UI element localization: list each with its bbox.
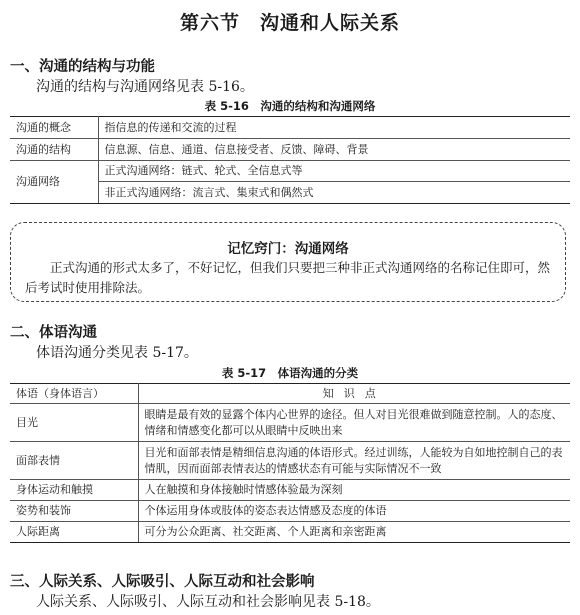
table-row <box>10 480 570 501</box>
intro-table-5-18: 人际关系、人际吸引、人际互动和社会影响见表 5-18。 <box>36 594 380 610</box>
row-content: 指信息的传递和交流的过程 <box>98 117 570 139</box>
row-label: 沟通的结构 <box>10 139 98 161</box>
row-content: 可分为公众距离、社交距离、个人距离和亲密距离 <box>138 522 570 543</box>
caption-table-5-16: 表 5-16 沟通的结构和沟通网络 <box>204 99 376 113</box>
table-5-16 <box>10 116 570 204</box>
row-label: 沟通的概念 <box>10 117 98 139</box>
table-row <box>10 161 570 182</box>
row-content: 个体运用身体或肢体的姿态表达情感及态度的体语 <box>138 501 570 522</box>
table-header-row <box>10 384 570 404</box>
table-row <box>10 139 570 161</box>
row-content: 眼睛是最有效的显露个体内心世界的途径。但人对目光很难做到随意控制。人的态度、情绪和情感变化都可以从眼睛中反映出来 <box>138 404 570 442</box>
header-knowledge-points: 知识点 <box>138 384 570 404</box>
row-label: 姿势和装饰 <box>10 501 138 522</box>
caption-table-5-17: 表 5-17 体语沟通的分类 <box>221 366 359 380</box>
row-label: 沟通网络 <box>10 161 98 204</box>
intro-table-5-16: 沟通的结构与沟通网络见表 5-16。 <box>36 79 254 95</box>
table-row <box>10 501 570 522</box>
memory-tip-body: 正式沟通的形式太多了，不好记忆，但我们只要把三种非正式沟通网络的名称记住即可，然后考试时使用排除法。 <box>25 260 551 295</box>
table-row <box>10 522 570 543</box>
memory-tip-title: 记忆窍门：沟通网络 <box>227 241 349 257</box>
row-label: 面部表情 <box>10 442 138 480</box>
row-content: 人在触摸和身体接触时情感体验最为深刻 <box>138 480 570 501</box>
table-row <box>10 442 570 480</box>
row-label: 身体运动和触摸 <box>10 480 138 501</box>
memory-tip-box <box>10 222 566 302</box>
row-content: 目光和面部表情是精细信息沟通的体语形式。经过训练，人能较为自如地控制自己的表情肌，因而面部表情表达的情感状态有可能与实际情况不一致 <box>138 442 570 480</box>
heading-communication-structure: 一、沟通的结构与功能 <box>10 59 155 75</box>
intro-table-5-17: 体语沟通分类见表 5-17。 <box>36 345 198 361</box>
heading-interpersonal-relations: 三、人际关系、人际吸引、人际互动和社会影响 <box>10 574 315 590</box>
heading-body-language: 二、体语沟通 <box>10 325 97 341</box>
table-5-17 <box>10 383 570 543</box>
row-content: 非正式沟通网络：流言式、集束式和偶然式 <box>98 182 570 204</box>
row-label: 人际距离 <box>10 522 138 543</box>
section-title: 第六节 沟通和人际关系 <box>179 12 400 34</box>
row-content: 信息源、信息、通道、信息接受者、反馈、障碍、背景 <box>98 139 570 161</box>
row-content: 正式沟通网络：链式、轮式、全信息式等 <box>98 161 570 182</box>
table-row <box>10 404 570 442</box>
table-row <box>10 117 570 139</box>
header-body-language: 体语（身体语言） <box>10 384 138 404</box>
row-label: 目光 <box>10 404 138 442</box>
